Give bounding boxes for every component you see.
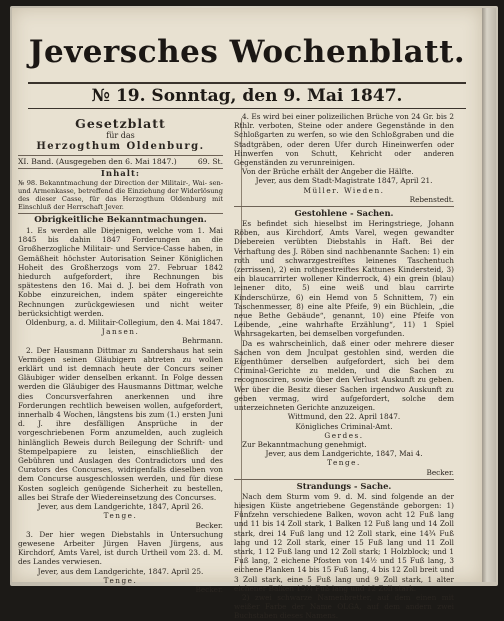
paragraph-3-signature: Tenge.	[103, 575, 138, 585]
section-title-strandungs: Strandungs - Sache.	[234, 479, 454, 492]
zur-bekanntmachung-signature-2: Becker.	[426, 467, 454, 477]
masthead-rule	[28, 82, 466, 84]
paragraph-2-place: Jever, aus dem Landgerichte, 1847, April 26.	[37, 502, 204, 512]
section-title-obrigkeitliche: Obrigkeitliche Bekanntmachungen.	[18, 213, 223, 226]
gestohlene-court: Königliches Criminal-Amt.	[295, 421, 393, 431]
gestohlene-paragraph: Es befindet sich hieselbst im Heringstriege, Johann Röben, aus Kirchdorf, Amts Varel, wegen gewandter Diebereien verübten Diebstahls in Haft. Bei der Verhaftung des J. Röben sind nachbenannte Sachen: 1) ein roth und schwarzgestreiftes leinenes Taschentuch (zerrissen), 2) ein rothgestreiftes Kattunes Kindersteid, 3) ein blaucarrirter wollener Kinderrock, 4) ein grein (blau) leinener dito, 5) eine weiß und blau carrirte Kinderschürze, 6) ein Hemd von 5 Schnittem, 7) ein Taschenmesser, 8) eine alte Pfeife, 9) ein Büchlein, „die neue Bethe Gebäude“, genannt, 10) eine Pfeife von Leibende, „eine wahrhafte Erzählung“, 11) 1 Spiel Wahrsagekarten, bei demselben vorgefunden.	[234, 219, 454, 339]
gesetzblatt-inhalt: Inhalt:	[100, 169, 141, 179]
gesetzblatt-sub: für das	[106, 131, 135, 140]
gestohlene-paragraph-2: Da es wahrscheinlich, daß einer oder mehrere dieser Sachen von dem Jnculpat gestohlen sind, werden die Eigenthümer derselben aufgefordert, sich bei dem Criminal-Gerichte zu melden, und die Sachen zu recognosciren, sowie über den Verlust Auskunft zu geben. Wer über die Besitz dieser Sachen irgendwo Auskunft zu geben vermag, wird aufgefordert, solche dem unterzeichneten Gerichte anzuzeigen.	[234, 338, 454, 413]
section-title-gestohlene: Gestohlene - Sachen.	[234, 206, 454, 219]
zur-bekanntmachung-signature: Tenge.	[327, 458, 361, 468]
paragraph-4-signature-2: Rebenstedt.	[409, 194, 454, 204]
band-left: XI. Band. (Ausgegeben den 6. Mai 1847.)	[18, 157, 177, 166]
paragraph-1-signature: Jansen.	[101, 327, 140, 337]
paragraph-1-place: Oldenburg, a. d. Militair-Collegium, den 4. Mai 1847.	[25, 318, 223, 328]
issue-line: № 19. Sonntag, den 9. Mai 1847.	[91, 86, 403, 106]
paragraph-3: 3. Der hier wegen Diebstahls in Untersuchung gewesene Arbeiter Jürgen Haven Jürgens, aus Kirchdorf, Amts Varel, ist durch Urtheil vom 23. d. M. des Landes verwiesen.	[18, 529, 223, 567]
paragraph-2-signature-2: Becker.	[195, 520, 223, 530]
paragraph-3-place: Jever, aus dem Landgerichte, 1847. April 25.	[37, 566, 204, 576]
gesetzblatt-text: № 98. Bekanntmachung der Direction der Militair-, Wai- sen- und Armenkasse, betreffend die Einziehung der Widerlösung des dieser Casse, für das Herzogthum Oldenburg mit Einschluß der Herrschaft Jever.	[18, 179, 223, 211]
band-right: 69. St.	[197, 157, 223, 166]
gesetzblatt-band	[18, 155, 223, 169]
zur-bekanntmachung-place: Jever, aus dem Landgerichte, 1847, Mai 4.	[265, 449, 423, 459]
paragraph-1: 1. Es werden alle Diejenigen, welche vom 1. Mai 1845 bis dahin 1847 Forderungen an die Großherzogliche Militair- und Service-Casse haben, in Gemäßheit höchster Autorisation Seiner Königlichen Hoheit des Großherzogs vom 27. Februar 1842 hiedurch aufgefordert, ihre Rechnungen bis spätestens den 16. Mai d. J. bei dem Hofrath von Kobbe einzureichen, indem später eingereichte Rechnungen zurückgewiesen und nicht weiter berücksichtigt werden.	[18, 226, 223, 318]
paragraph-4-place: Jever, aus dem Stadt-Magistrate 1847, April 21.	[255, 176, 433, 186]
left-column	[18, 112, 223, 594]
paragraph-4: 4. Es wird bei einer polizeilichen Brüche von 24 Gr. bis 2 Rthlr. verboten, Steine oder andere Gegenstände in den Schloßgarten zu werfen, so wie den Schloßgraben und die Stadtgräben, oder deren Ufer durch Hineinwerfen oder Hinwerfen von Schutt, Kehricht oder anderen Gegenständen zu verunreinigen.	[234, 112, 454, 168]
zur-bekanntmachung: Zur Bekanntmachung genehmigt.	[242, 439, 367, 449]
paragraph-3-signature-2: Becker.	[195, 584, 223, 594]
gesetzblatt-name: Herzogthum Oldenburg.	[36, 141, 205, 152]
masthead-title: Jeversches Wochenblatt.	[28, 34, 466, 70]
paragraph-2: 2. Der Hausmann Dittmar zu Sandershaus hat sein Vermögen seinen Gläubigern abtreten zu wollen erklärt und ist demnach heute der Concurs seiner Gläubiger wider denselben erkannt. In Folge dessen werden die Gläubiger des Hausmanns Dittmar, welche dies Concursverfahren anerkennen und ihre Forderungen rechtlich beweisen wollen, aufgefordert, innerhalb 4 Wochen, längstens bis zum (1.) ersten Juni d. J. ihre desfälligen Ansprüche in der vorgeschriebenen Form anzumelden, auch zugleich hinlänglich Beweis durch Beilegung der Schrift- und Stempelpapiere zu leisten, einschließlich der Gebühren und Auslagen des Contradictors und des Curators des Concurses, widrigenfalls dieselben von dem Concurse ausgeschlossen werden, und für diese Kosten sogleich genügende Sicherheit zu bestellen, alles bei Strafe der Wiedereinsetzung des Concurses.	[18, 345, 223, 502]
page-edge	[482, 8, 496, 582]
paragraph-2-signature: Tenge.	[103, 511, 138, 521]
paragraph-4b: Von der Brüche erhält der Angeber die Hälfte.	[242, 167, 414, 177]
strandungs-paragraph-2: 2) zwei schwarze Namenbretter, auf dem einen mit weißer Farbe der Name OLGA, auf dem andern zwei Buchstaben dieses Namens.	[234, 592, 454, 621]
gesetzblatt-title: Gesetzblatt	[75, 116, 166, 131]
paragraph-4-signature: Müller. Wieden.	[303, 185, 385, 195]
right-column	[234, 112, 454, 621]
issue-rule	[28, 108, 466, 109]
strandungs-paragraph: Nach dem Sturm vom 9. d. M. sind folgende an der hiesigen Küste angetriebene Gegenstände geborgen: 1) Fünfzehn verschiedene Balken, wovon acht 12 Fuß lang und 11 bis 14 Zoll stark, 1 Balken 12 Fuß lang und 14 Zoll stark, drei 14 Fuß lang und 12 Zoll stark, eine 14¾ Fuß lang und 12 Zoll stark, einer 15 Fuß lang und 11 Zoll stark, 1 12 Fuß lang und 12 Zoll stark; 1 Holzblock; und 1 Fuß lang, 2 eichene Pfosten von 14½ und 15 Fuß lang, 3 eichene Planken 14 bis 15 Fuß lang, 4 bis 12 Zoll breit und 3 Zoll stark, eine 5 Fuß lang und 9 Zoll stark, 1 alter eichener Balken 15¾ Fuß lang und 12 Zoll stark.	[234, 491, 454, 593]
paragraph-1-signature-2: Behrmann.	[182, 336, 223, 346]
gestohlene-place: Wittmund, den 22. April 1847.	[287, 412, 401, 422]
gestohlene-signature: Gerdes.	[324, 430, 364, 440]
